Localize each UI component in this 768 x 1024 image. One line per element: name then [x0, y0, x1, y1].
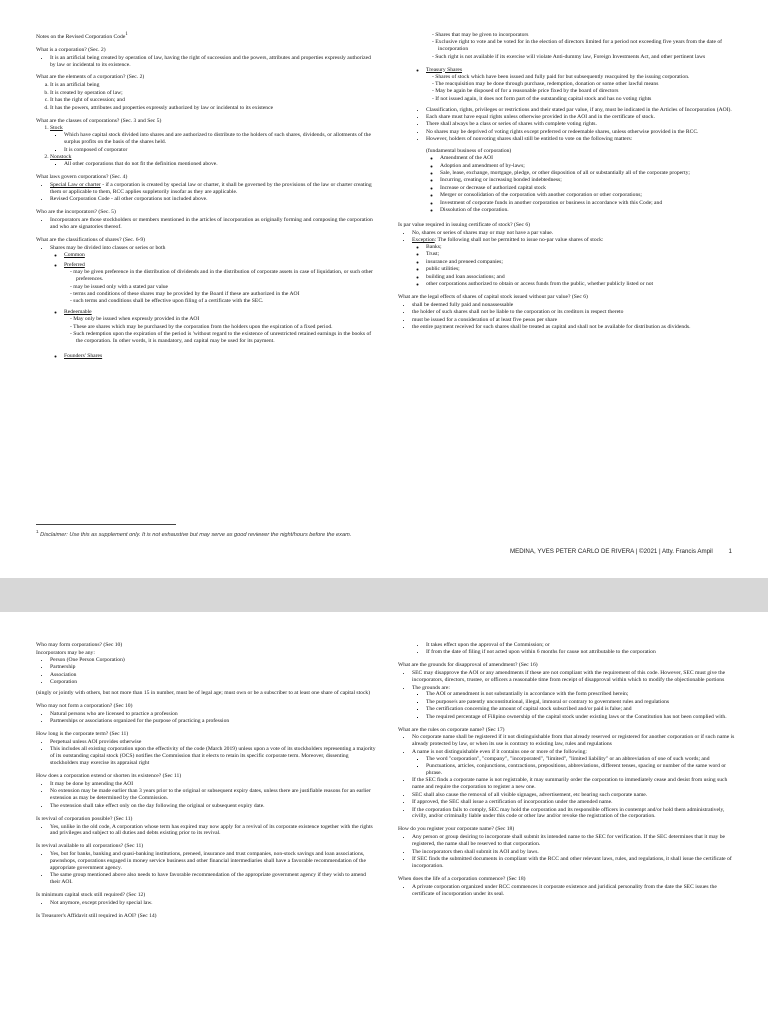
section-governing-laws — [36, 174, 376, 203]
list-item: • A private corporation organized under RCC commences it corporate existence and juridical personality from the date the SEC issues the certificate of incorporation under its seal. — [412, 884, 738, 898]
question-heading: What are the grounds for disapproval of amendment? (Sec 16) — [398, 662, 538, 669]
list-item: ◦ building and loan associations; and — [426, 274, 738, 281]
list-item: • The grounds are: ▪ The AOI or amendment is not substantially in accordance with the form prescribed herein; ▪ The purpose/s are patently unconstitutional, illegal, immoral or contrary to government rules and regulations ▪ The certification concerning the amount of capital stock subscribed and/or paid is false; and ▪ The required percentage of Filipino ownership of the capital stock under existing laws or the Constitution has not been complied with. — [412, 685, 738, 721]
list-item: • Yes, but for banks, banking and quasi-banking institutions, preneed, insurance and trust companies, non-stock savings and loan associations, pawnshops, corporations engaged in money service business and other financial intermediaries shall have a favorable recommendation of the appropriate government agency. — [50, 851, 376, 872]
stock-label: Stock — [50, 125, 63, 132]
list-item: - If not issued again, it does not form part of the outstanding capital stock and has no voting rights — [438, 96, 738, 103]
list-item: - terms and conditions of these shares may be provided by the Board if these are authorized in the AOI — [76, 291, 376, 298]
question-heading: What are the legal effects of shares of capital stock issued without par value? (Sec 6) — [398, 294, 588, 300]
list-item: • No shares may be deprived of voting rights except preferred or redeemable shares, unless otherwise provided in the RCC. — [426, 129, 738, 136]
list-item: • This includes all existing corporation upon the effectivity of the code (March 2019) unless upon a vote of its stockholders representing a majority of its outstanding capital stock (OCS) notifies the Commission that it elects to retain its specific corporate term. Moreover, dissenting stockholders may exercise its appraisal right — [50, 746, 376, 767]
list-item: ◦ Amendment of the AOI — [440, 155, 738, 162]
list-item: - Such right is not available if its exercise will violate Anti-dummy law, Foreign Investments Act, and other pertinent laws — [438, 54, 738, 61]
page2-left-column — [36, 642, 376, 926]
note-text: (singly or jointly with others, but not more than 15 in number, must be of legal age; must own or be a subscriber to at least one share of capital stock) — [36, 689, 371, 696]
list-item: • The extension shall take effect only on the day following the original or subsequent expiry date. — [50, 803, 376, 810]
list-item: • It is an artificial being created by operation of law, having the right of succession and the powers, attributes and properties expressly authorized by law or incidental to its existence. — [50, 55, 376, 69]
list-item: • must be issued for a consideration of at least five pesos per share — [412, 317, 738, 324]
list-item: • Partnership — [50, 664, 376, 671]
list-item: • Incorporators are those stockholders or members mentioned in the articles of incorporation as originally forming and composing the corporation and who are signatories thereof. — [50, 217, 376, 231]
footnote: $^1$ Disclaimer: Use this as supplement only. It is not exhaustive but may serve as good reviewer the night/hours before the exam. — [36, 529, 352, 538]
list-item: - Shares that may be given to incorporators — [438, 32, 738, 39]
list-item: • Partnerships or associations organized for the purpose of practicing a profession — [50, 718, 376, 725]
list-item: - May be again be disposed of for a reasonable price fixed by the board of directors — [438, 88, 738, 95]
section-revival — [36, 816, 376, 838]
list-item: • Special Law or charter - if a corporation is created by special law or charter, it shall be governed by the provisions of the law or charter creating them or applicable to them, RCC applies suppletorily insofar as they are applicable. — [50, 182, 376, 196]
list-item: d. It has the powers, attributes and properties expressly authorized by law or incidental to its existence — [50, 105, 376, 112]
question-heading: When does the life of a corporation commence? (Sec 18) — [398, 875, 526, 882]
list-item: • Each share must have equal rights unless otherwise provided in the AOI and in the certificate of stock. — [426, 114, 738, 121]
list-item: ▪ It is composed of corporator — [64, 147, 376, 154]
list-item: • Natural persons who are licensed to practice a profession — [50, 711, 376, 718]
list-item: • SEC may disapprove the AOI or any amendments if these are not compliant with the requirement of this code. However, SEC must give the incorporators, directors, trustee, or officers a reasonable time from receipt of disapproval within which to modify the objectionable portions — [412, 670, 738, 684]
list-item: • Exception: The following shall not be permitted to issue no-par value shares of stock: ◦ Banks; ◦ Trust; ◦ insurance and preneed companies; ◦ public utilities; ◦ building and loan associations; and ◦ other corporations authorized to obtain or access funds from the public, whether publicly listed or not — [412, 237, 738, 288]
list-item: • Any person or group desiring to incorporate shall submit its intended name to the SEC for verification. If the SEC determines that it may be registered, the name shall be reserved to that corporation. — [412, 834, 738, 848]
list-item: • However, holders of nonvoting shares shall still be entitled to vote on the following matters: — [426, 136, 738, 143]
list-item: • It takes effect upon the approval of the Commission; or — [426, 642, 738, 649]
list-item: - Shares of stock which have been issued and fully paid for but subsequently reacquired by the issuing corporation. — [438, 74, 738, 81]
list-item: • The same group mentioned above also needs to have favorable recommendation of the appropriate government agency if they wish to amend their AOI. — [50, 872, 376, 886]
list-item: ▪ Punctuations, articles, conjunctions, contractions, prepositions, abbreviations, different tenses, spacing or number of the same word or phrase. — [426, 763, 738, 777]
section-revival-availability — [36, 843, 376, 886]
list-item: • If approved, the SEC shall issue a certification of incorporation under the amended name. — [412, 799, 738, 806]
nonstock-label: Nonstock — [50, 154, 72, 161]
list-item — [50, 125, 376, 153]
list-item: ▪ The AOI or amendment is not substantially in accordance with the form prescribed herein; — [426, 691, 738, 698]
list-item: • No corporate name shall be registered if it not distinguishable from that already reserved or registered for another corporation or if such name is already protected by law, or when its use is contrary to existing law, rules and regulations — [412, 734, 738, 748]
list-item: - such terms and conditions shall be effective upon filing of a certificate with the SEC. — [76, 298, 376, 305]
list-item: ◦ Dissolution of the corporation. — [440, 207, 738, 214]
list-item: - may be issued only with a stated par value — [76, 284, 376, 291]
list-item: • Person (One Person Corporation) — [50, 657, 376, 664]
list-item: • There shall always be a class or series of shares with complete voting rights. — [426, 121, 738, 128]
question-heading: What are the classifications of shares? (Sec. 6-9) — [36, 236, 146, 243]
list-item: • Corporation — [50, 679, 376, 686]
list-item: ◦ Sale, lease, exchange, mortgage, pledge, or other disposition of all or substantially all of the corporate property; — [440, 170, 738, 177]
list-item: ▪ All other corporations that do not fit the definition mentioned above. — [64, 161, 376, 168]
footnote-divider — [36, 524, 176, 525]
list-item: • If SEC finds the submitted documents in compliant with the RCC and other relevant laws, rules, and regulations, it shall issue the certificate of incorporation. — [412, 856, 738, 870]
section-who-may-not-form — [36, 703, 376, 725]
section-treasurer-affidavit — [36, 913, 376, 920]
list-item: • A name is not distinguishable even if it contains one or more of the following: ▪ The word "corporation", "company", "incorporated", "limited", "limited liability" or an abbreviation of one of such words; and ▪ Punctuations, articles, conjunctions, contractions, prepositions, abbreviations, different tenses, spacing or number of the same word or phrase. — [412, 749, 738, 777]
question-heading: What are the rules on corporate name? (Sec 17) — [398, 726, 505, 733]
list-item: • SEC shall also cause the removal of all visible signages, advertisement, etc bearing such corporate name. — [412, 792, 738, 799]
list-item: ◦ Incurring, creating or increasing bonded indebtedness; — [440, 177, 738, 184]
section-what-is-corporation — [36, 47, 376, 69]
list-item: • Association — [50, 672, 376, 679]
question-heading: How long is the corporate term? (Sec 11) — [36, 731, 129, 738]
list-item: - May only be issued when expressly provided in the AOI — [76, 316, 376, 323]
page1-right-column — [398, 32, 738, 337]
section-register-name — [398, 826, 738, 869]
fundamental-label: (fundamental business of corporation) — [426, 148, 512, 155]
question-heading: Who may not form a corporation? (Sec 10) — [36, 702, 133, 709]
list-item: • shall be deemed fully paid and nonassessable — [412, 302, 738, 309]
list-item: • the entire payment received for such shares shall be treated as capital and shall not be available for distribution as dividends. — [412, 324, 738, 331]
list-item: ◦ Merger or consolidation of the corporation with another corporation or other corporations; — [440, 192, 738, 199]
question-heading: Is Treasurer's Affidavit still required in AOI? (Sec 14) — [36, 913, 157, 920]
list-item: ◦ Treasury Shares - Shares of stock which have been issued and fully paid for but subsequently reacquired by the issuing corporation. - The reacquisition may be done through purchase, redemption, donation or some other lawful means - May be again be disposed of for a reasonable price fixed by the board of directors - If not issued again, it does not form part of the outstanding capital stock and has no voting rights — [426, 67, 738, 103]
list-item: ▪ The word "corporation", "company", "incorporated", "limited", "limited liability" or an abbreviation of one of such words; and — [426, 756, 738, 763]
question-heading: What are the classes of corporations? (Sec. 3 and Sec 5) — [36, 117, 162, 124]
list-item: • If the SEC finds a corporate name is not registrable, it may summarily order the corporation to immediately cease and desist from using such name and require the corporation to register a new one. — [412, 777, 738, 791]
list-item: ◦ Adoption and amendment of by-laws; — [440, 163, 738, 170]
page1-left-column — [36, 32, 376, 366]
section-no-par-effects — [398, 294, 738, 331]
list-item: • No, shares or series of shares may or may not have a par value. — [412, 230, 738, 237]
question-heading: Is par value required in issuing certificate of stock? (Sec 6) — [398, 221, 531, 228]
question-heading: Who are the incorporators? (Sec. 5) — [36, 208, 116, 215]
section-life-commence — [398, 876, 738, 898]
list-item: - Exclusive right to vote and be voted for in the election of directors limited for a period not exceeding five years from the date of incorporation — [438, 39, 738, 53]
section-incorporators — [36, 209, 376, 231]
list-item: • Perpetual unless AOI provides otherwise — [50, 739, 376, 746]
section-par-value — [398, 222, 738, 288]
question-heading: Is revival available to all corporations? (Sec 11) — [36, 843, 144, 850]
list-item: • If the corporation fails to comply, SEC may hold the corporation and its responsible officers in contempt and/or hold them administratively, civilly, and/or criminally liable under this code or other law and/or revoke the registration of the corporation. — [412, 807, 738, 821]
list-item: ◦ insurance and preneed companies; — [426, 259, 738, 266]
list-item: • the holder of such shares shall not be liable to the corporation or its creditors in respect thereto — [412, 309, 738, 316]
list-item: • Not anymore, except provided by special law. — [50, 900, 376, 907]
list-item: ▪ The certification concerning the amount of capital stock subscribed and/or paid is false; and — [426, 706, 738, 713]
list-item: ◦ Investment of corporate funds in another corporation or business in accordance with this Code; and — [440, 200, 738, 207]
list-item: • Revised Corporation Code - all other corporations not included above. — [50, 196, 376, 203]
question-heading: What is a corporation? (Sec. 2) — [36, 46, 106, 53]
section-disapproval-grounds — [398, 662, 738, 720]
list-item: ◦ Trust; — [426, 251, 738, 258]
section-who-may-form — [36, 642, 376, 697]
list-item: • The incorporators then shall submit its AOI and by laws. — [412, 849, 738, 856]
list-item: • It may be done by amending the AOI — [50, 781, 376, 788]
list-item: b. It is created by operation of law; — [50, 90, 376, 97]
list-item: ◦ Common — [64, 252, 376, 259]
list-item: ◦ Increase or decrease of authorized capital stock — [440, 185, 738, 192]
list-item: - These are shares which may be purchased by the corporation from the holders upon the expiration of a fixed period. — [76, 324, 376, 331]
list-item: - may be given preference in the distribution of dividends and in the distribution of corporate assets in case of liquidation, or such other preferences. — [76, 269, 376, 283]
question-heading: Is minimum capital stock still required? (Sec 12) — [36, 892, 146, 899]
list-item: c. It has the right of succession; and — [50, 97, 376, 104]
section-minimum-capital — [36, 892, 376, 907]
list-item: ▪ Which have capital stock divided into shares and are authorized to distribute to the holders of such shares, dividends, or allotments of the surplus profits on the basis of the shares held. — [64, 132, 376, 146]
section-elements — [36, 74, 376, 111]
list-item: ◦ public utilities; — [426, 266, 738, 273]
footer-author: MEDINA, YVES PETER CARLO DE RIVERA | ©2021 | Atty. Francis Ampil — [509, 548, 713, 555]
list-item: ▪ The required percentage of Filipino ownership of the capital stock under existing laws or the Constitution has not been complied with. — [426, 714, 738, 721]
page2-right-column — [398, 642, 738, 904]
list-item: • If from the date of filing if not acted upon within 6 months for cause not attributable to the corporation — [426, 649, 738, 656]
list-item: ◦ Banks; — [426, 244, 738, 251]
list-item: ◦ other corporations authorized to obtain or access funds from the public, whether publicly listed or not — [426, 281, 738, 288]
section-corporate-term — [36, 731, 376, 767]
question-heading: Who may form corporations? (Sec 10) — [36, 642, 123, 648]
list-item: ◦ Preferred - may be given preference in the distribution of dividends and in the distribution of corporate assets in case of liquidation, or such other preferences. - may be issued only with a stated par value - terms and conditions of these shares may be provided by the Board if these are authorized in the AOI - such terms and conditions shall be effective upon filing of a certificate with the SEC. — [64, 262, 376, 305]
list-item: • Shares may be divided into classes or series or both ◦ Common ◦ Preferred - may be given preference in the distribution of dividends and in the distribution of corporate assets in case of liquidation, or such other preferences. - may be issued only with a stated par value - terms and conditions of these shares may be provided by the Board if these are authorized in the AOI - such terms and conditions shall be effective upon filing of a certificate with the SEC. ◦ Redeemable - May only be issued when expressly provided in the AOI - These are shares which may be purchased by the corporation from the holders upon the expiration of a fixed period. - Such redemption upon the expiration of the period is 'without regard to the existence of unrestricted retained earnings in the books of the corporation. In other words, it is mandatory, and capital may be used for its payment. ◦ Founders' Shares — [50, 245, 376, 360]
question-heading: What laws govern corporations? (Sec. 4) — [36, 173, 128, 180]
intro-text: Incorporators may be any: — [36, 649, 95, 656]
question-heading: What are the elements of a corporation? (Sec. 2) — [36, 74, 145, 81]
page-footer — [510, 548, 732, 555]
list-item — [50, 154, 376, 168]
section-classes — [36, 118, 376, 168]
list-item: - The reacquisition may be done through purchase, redemption, donation or some other lawful means — [438, 81, 738, 88]
document-title: Notes on the Revised Corporation Code$^1$ — [36, 32, 128, 40]
section-corporate-name — [398, 727, 738, 821]
question-heading: How does a corporation extend or shorten its existence? (Sec 11) — [36, 773, 182, 780]
list-item: ◦ Redeemable - May only be issued when expressly provided in the AOI - These are shares which may be purchased by the corporation from the holders upon the expiration of a fixed period. - Such redemption upon the expiration of the period is 'without regard to the existence of unrestricted retained earnings in the books of the corporation. In other words, it is mandatory, and capital may be used for its payment. — [64, 309, 376, 345]
list-item: • Classification, rights, privileges or restrictions and their stated par value, if any, must be indicated in the Articles of Incorporation (AOI). — [426, 107, 738, 114]
section-extend-term — [36, 773, 376, 810]
question-heading: How do you register your corporate name? (Sec 18) — [398, 826, 515, 833]
document-page-2 — [0, 612, 768, 1024]
list-item: a. It is an artificial being — [50, 82, 376, 89]
list-item: ◦ Founders' Shares — [64, 353, 376, 360]
list-item: - Such redemption upon the expiration of the period is 'without regard to the existence of unrestricted retained earnings in the books of the corporation. In other words, it is mandatory, and capital may be used for its payment. — [76, 331, 376, 345]
list-item: • No extension may be made earlier than 3 years prior to the original or subsequent expiry dates, unless there are justifiable reasons for an earlier extension as may be determined by the Commission. — [50, 788, 376, 802]
list-item: • Yes, unlike in the old code, A corporation whose term has expired may now apply for a revival of its corporate existence together with the rights and privileges and subject to all duties and debts existing prior to its revival. — [50, 824, 376, 838]
page-number: 1 — [728, 548, 732, 555]
list-item: ▪ The purpose/s are patently unconstitutional, illegal, immoral or contrary to government rules and regulations — [426, 699, 738, 706]
section-share-classifications — [36, 237, 376, 360]
question-heading: Is revival of corporation possible? (Sec 11) — [36, 815, 133, 822]
